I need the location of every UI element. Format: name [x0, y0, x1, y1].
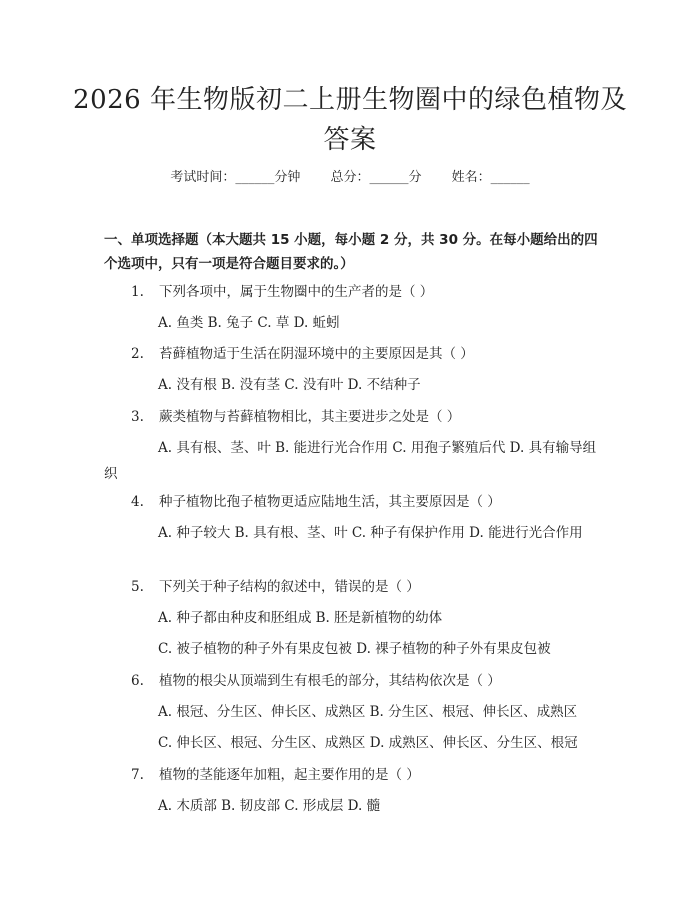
question-4-options: A. 种子较大 B. 具有根、茎、叶 C. 种子有保护作用 D. 能进行光合作用	[158, 525, 583, 541]
question-7	[131, 764, 601, 786]
question-text: 苔藓植物适于生活在阴湿环境中的主要原因是其（ ）	[159, 346, 474, 362]
question-1	[131, 281, 601, 303]
question-3	[131, 406, 601, 428]
question-text: 蕨类植物与苔藓植物相比，其主要进步之处是（ ）	[159, 409, 461, 425]
exam-meta	[0, 168, 700, 188]
page-title: 2026 年生物版初二上册生物圈中的绿色植物及答案	[73, 85, 627, 155]
question-5-option-line-2: C. 被子植物的种子外有果皮包被 D. 裸子植物的种子外有果皮包被	[158, 641, 551, 657]
question-6	[131, 670, 601, 692]
question-number: 1.	[131, 284, 144, 300]
question-number: 5.	[131, 579, 144, 595]
question-text: 植物的茎能逐年加粗，起主要作用的是（ ）	[159, 767, 420, 783]
question-number: 3.	[131, 409, 144, 425]
question-number: 7.	[131, 767, 144, 783]
question-text: 下列关于种子结构的叙述中，错误的是（ ）	[159, 579, 420, 595]
exam-name: 姓名：______	[451, 170, 530, 185]
exam-score: 总分：______分	[330, 170, 422, 185]
question-text: 植物的根尖从顶端到生有根毛的部分，其结构依次是（ ）	[159, 673, 501, 689]
question-number: 4.	[131, 494, 144, 510]
question-2	[131, 343, 601, 365]
question-5	[131, 576, 601, 598]
exam-time: 考试时间：______分钟	[170, 170, 301, 185]
question-6-option-line-1: A. 根冠、分生区、伸长区、成熟区 B. 分生区、根冠、伸长区、成熟区	[158, 704, 578, 720]
section-heading: 一、单项选择题（本大题共 15 小题，每小题 2 分，共 30 分。在每小题给出的四个选项中，只有一项是符合题目要求的。）	[104, 232, 598, 272]
question-5-option-line-1: A. 种子都由种皮和胚组成 B. 胚是新植物的幼体	[158, 610, 443, 626]
question-4	[131, 491, 601, 513]
question-3-options: A. 具有根、茎、叶 B. 能进行光合作用 C. 用孢子繁殖后代 D. 具有输导组织	[104, 440, 597, 482]
question-number: 2.	[131, 346, 144, 362]
question-2-options: A. 没有根 B. 没有茎 C. 没有叶 D. 不结种子	[158, 377, 421, 393]
question-7-options: A. 木质部 B. 韧皮部 C. 形成层 D. 髓	[158, 798, 381, 814]
question-6-option-line-2: C. 伸长区、根冠、分生区、成熟区 D. 成熟区、伸长区、分生区、根冠	[158, 735, 578, 751]
question-1-options: A. 鱼类 B. 兔子 C. 草 D. 蚯蚓	[158, 315, 340, 331]
question-text: 下列各项中，属于生物圈中的生产者的是（ ）	[159, 284, 434, 300]
question-text: 种子植物比孢子植物更适应陆地生活，其主要原因是（ ）	[159, 494, 501, 510]
question-number: 6.	[131, 673, 144, 689]
